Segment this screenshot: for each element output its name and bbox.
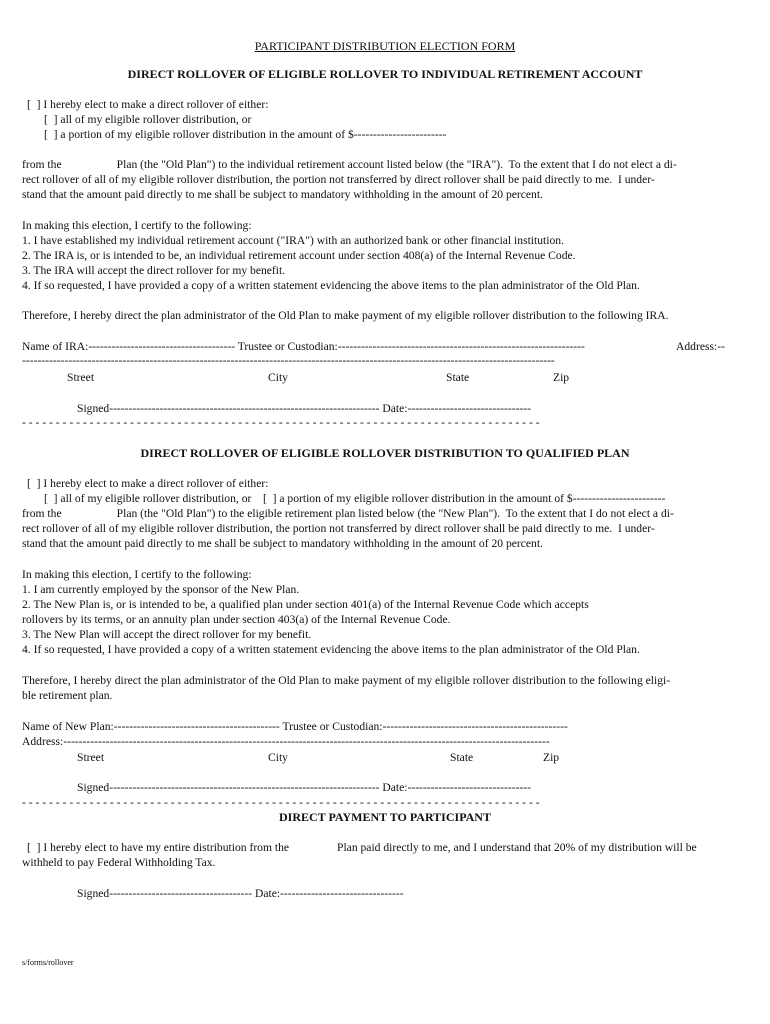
qualified-state-label: State xyxy=(450,751,474,764)
ira-elect-line[interactable]: [ ] I hereby elect to make a direct rollover of either: xyxy=(27,98,269,111)
qualified-certify-intro: In making this election, I certify to the following: xyxy=(22,568,252,581)
ira-certify-item-4: 4. If so requested, I have provided a copy of a written statement evidencing the above items to the plan administrator of the Old Plan. xyxy=(22,279,640,292)
payment-withholding-line: withheld to pay Federal Withholding Tax. xyxy=(22,856,216,869)
form-footer-code: s/forms/rollover xyxy=(22,958,74,967)
ira-zip-label: Zip xyxy=(553,371,570,384)
qualified-para-line-3: stand that the amount paid directly to me shall be subject to mandatory withholding in the amount of 20 percent. xyxy=(22,537,543,550)
qualified-therefore-line-1: Therefore, I hereby direct the plan administrator of the Old Plan to make payment of my eligible rollover distribution to the following eligi- xyxy=(22,674,671,687)
separator-1: - - - - - - - - - - - - - - - - - - - - - - - - - - - - - - - - - - - - - - - - - - - - - - - - - - - - - - - - - - - - - - - - - - - - - - - - - - - - - xyxy=(22,416,540,429)
qualified-zip-label: Zip xyxy=(543,751,560,764)
ira-name-trustee-line[interactable]: Name of IRA:-------------------------------------- Trustee or Custodian:---------------------------------------------------------------- xyxy=(22,340,585,353)
separator-2: - - - - - - - - - - - - - - - - - - - - - - - - - - - - - - - - - - - - - - - - - - - - - - - - - - - - - - - - - - - - - - - - - - - - - - - - - - - - - xyxy=(22,796,540,809)
form-title: PARTICIPANT DISTRIBUTION ELECTION FORM xyxy=(254,39,516,53)
ira-section-heading: DIRECT ROLLOVER OF ELIGIBLE ROLLOVER TO INDIVIDUAL RETIREMENT ACCOUNT xyxy=(127,67,643,81)
qualified-certify-item-4: 4. If so requested, I have provided a copy of a written statement evidencing the above items to the plan administrator of the Old Plan. xyxy=(22,643,640,656)
qualified-street-label: Street xyxy=(77,751,105,764)
payment-signed-date-line[interactable]: Signed------------------------------------- Date:-------------------------------- xyxy=(77,887,404,900)
qualified-para-line-1: from the Plan (the "Old Plan") to the eligible retirement plan listed below (the "New Plan"). To the extent that I do not elect a di- xyxy=(22,507,674,520)
ira-state-label: State xyxy=(446,371,470,384)
qualified-section-heading: DIRECT ROLLOVER OF ELIGIBLE ROLLOVER DISTRIBUTION TO QUALIFIED PLAN xyxy=(140,446,630,460)
ira-para-line-1: from the Plan (the "Old Plan") to the individual retirement account listed below (the "IRA"). To the extent that I do not elect a di- xyxy=(22,158,677,171)
qualified-signed-date-line[interactable]: Signed---------------------------------------------------------------------- Date:-------------------------------- xyxy=(77,781,532,794)
ira-option-all[interactable]: [ ] all of my eligible rollover distribution, or xyxy=(44,113,252,126)
ira-certify-item-3: 3. The IRA will accept the direct rollover for my benefit. xyxy=(22,264,286,277)
payment-elect-line[interactable]: [ ] I hereby elect to have my entire distribution from the xyxy=(27,841,290,854)
qualified-certify-item-3: 3. The New Plan will accept the direct rollover for my benefit. xyxy=(22,628,312,641)
ira-street-label: Street xyxy=(67,371,95,384)
ira-address-field[interactable]: ------------------------------------------------------------------------------------------------------------------------------------------ xyxy=(22,354,555,367)
qualified-options-line[interactable]: [ ] all of my eligible rollover distribution, or [ ] a portion of my eligible rollover distribution in the amount of $------------------------ xyxy=(44,492,666,505)
qualified-address-field[interactable]: Address:------------------------------------------------------------------------------------------------------------------------------ xyxy=(22,735,550,748)
ira-address-label: Address:-- xyxy=(676,340,725,353)
qualified-name-trustee-line[interactable]: Name of New Plan:------------------------------------------- Trustee or Custodian:------------------------------------------------ xyxy=(22,720,568,733)
qualified-certify-item-2-cont: rollovers by its terms, or an annuity plan under section 403(a) of the Internal Revenue Code. xyxy=(22,613,451,626)
qualified-elect-line[interactable]: [ ] I hereby elect to make a direct rollover of either: xyxy=(27,477,269,490)
payment-elect-line-cont: Plan paid directly to me, and I understand that 20% of my distribution will be xyxy=(337,841,697,854)
ira-certify-item-2: 2. The IRA is, or is intended to be, an individual retirement account under section 408(a) of the Internal Revenue Code. xyxy=(22,249,576,262)
payment-section-heading: DIRECT PAYMENT TO PARTICIPANT xyxy=(279,810,491,824)
qualified-therefore-line-2: ble retirement plan. xyxy=(22,689,113,702)
ira-certify-intro: In making this election, I certify to the following: xyxy=(22,219,252,232)
ira-signed-date-line[interactable]: Signed---------------------------------------------------------------------- Date:-------------------------------- xyxy=(77,402,532,415)
qualified-certify-item-2: 2. The New Plan is, or is intended to be, a qualified plan under section 401(a) of the Internal Revenue Code which accepts xyxy=(22,598,589,611)
ira-therefore: Therefore, I hereby direct the plan administrator of the Old Plan to make payment of my eligible rollover distribution to the following IRA. xyxy=(22,309,669,322)
qualified-city-label: City xyxy=(268,751,288,764)
ira-para-line-3: stand that the amount paid directly to me shall be subject to mandatory withholding in the amount of 20 percent. xyxy=(22,188,543,201)
ira-certify-item-1: 1. I have established my individual retirement account ("IRA") with an authorized bank or other financial institution. xyxy=(22,234,564,247)
ira-para-line-2: rect rollover of all of my eligible rollover distribution, the portion not transferred by direct rollover shall be paid directly to me. I under- xyxy=(22,173,655,186)
ira-city-label: City xyxy=(268,371,288,384)
qualified-certify-item-1: 1. I am currently employed by the sponsor of the New Plan. xyxy=(22,583,300,596)
qualified-para-line-2: rect rollover of all of my eligible rollover distribution, the portion not transferred by direct rollover shall be paid directly to me. I under- xyxy=(22,522,655,535)
ira-option-portion[interactable]: [ ] a portion of my eligible rollover distribution in the amount of $------------------------ xyxy=(44,128,447,141)
